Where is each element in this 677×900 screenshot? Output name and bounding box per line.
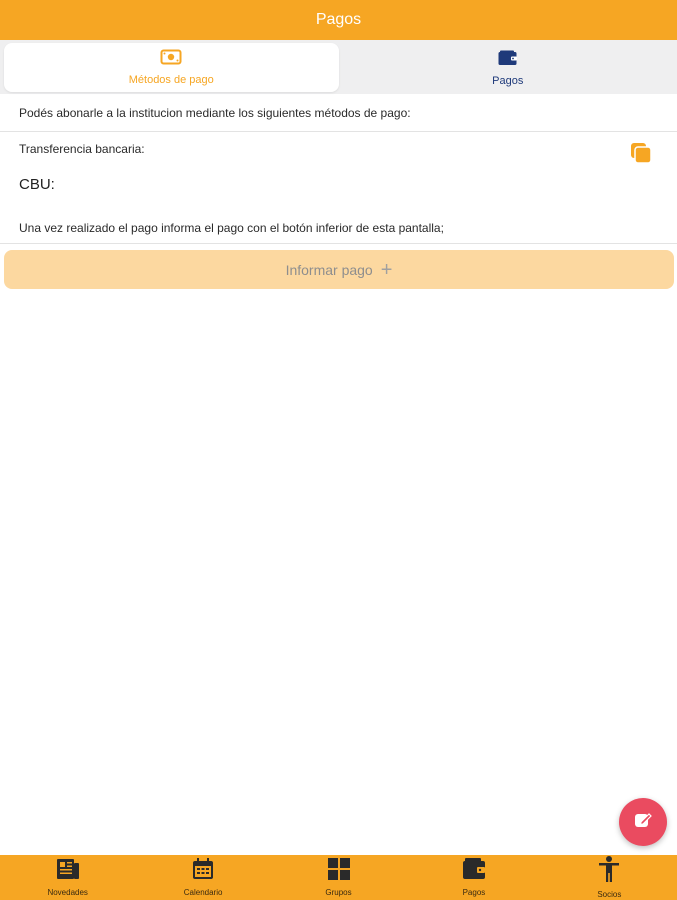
tab-metodos-de-pago[interactable] (4, 43, 339, 92)
tab-bar (0, 40, 677, 94)
nav-label: Calendario (183, 888, 223, 897)
wallet-icon (462, 858, 486, 885)
grid-icon (327, 858, 351, 885)
after-payment-text: Una vez realizado el pago informa el pago con el botón inferior de esta pantalla; (19, 221, 444, 235)
bottom-navigation (0, 855, 677, 900)
inform-payment-button[interactable] (4, 250, 674, 289)
inform-payment-label: Informar pago (285, 261, 373, 278)
newspaper-icon (56, 858, 80, 885)
plus-icon: + (380, 258, 393, 281)
nav-label: Pagos (462, 888, 486, 897)
nav-label: Grupos (325, 888, 352, 897)
nav-label: Socios (597, 890, 622, 899)
cbu-label: CBU: (19, 176, 55, 193)
nav-label: Novedades (47, 888, 88, 897)
nav-item-calendario[interactable] (135, 855, 270, 900)
wallet-icon (498, 50, 518, 71)
payment-methods-content (0, 94, 677, 244)
money-icon (160, 49, 182, 70)
nav-item-pagos[interactable] (406, 855, 541, 900)
transfer-label: Transferencia bancaria: (19, 142, 145, 156)
tab-pagos[interactable] (341, 42, 676, 94)
nav-item-novedades[interactable] (0, 855, 135, 900)
edit-icon (633, 810, 653, 835)
tab-label: Pagos (492, 74, 524, 87)
bank-transfer-section (0, 132, 677, 244)
page-title: Pagos (315, 11, 362, 28)
person-icon (597, 856, 621, 887)
nav-item-socios[interactable] (542, 855, 677, 900)
tab-label: Métodos de pago (128, 74, 214, 86)
nav-item-grupos[interactable] (271, 855, 406, 900)
calendar-icon (191, 858, 215, 885)
intro-text: Podés abonarle a la institucion mediante los siguientes métodos de pago: (0, 94, 677, 132)
copy-icon[interactable] (630, 142, 652, 164)
app-header (0, 0, 677, 40)
edit-fab-button[interactable] (619, 798, 667, 846)
